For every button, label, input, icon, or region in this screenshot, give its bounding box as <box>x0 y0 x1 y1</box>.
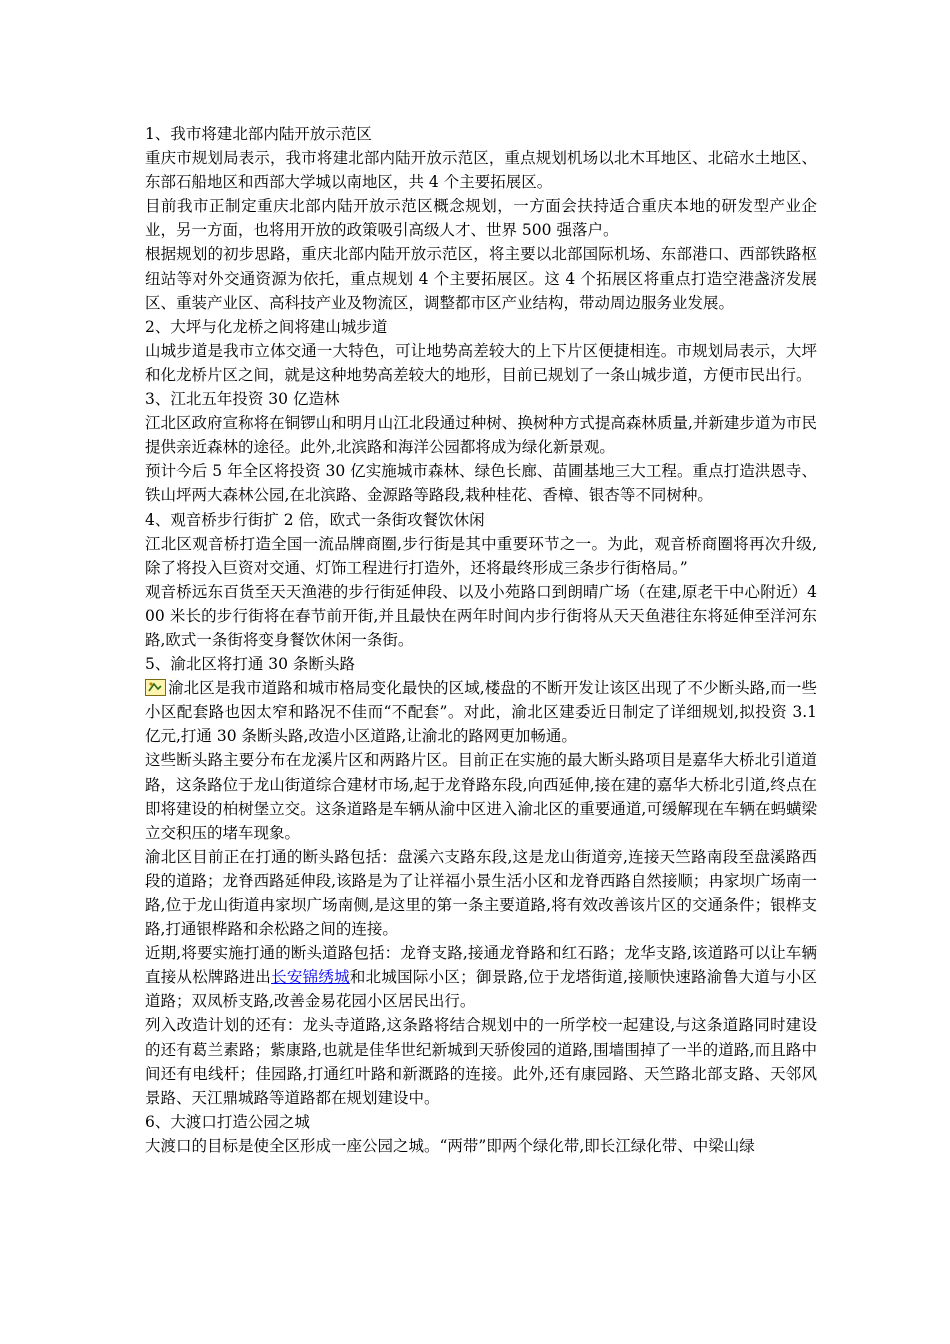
paragraph-text-before-link: 近期,将要实施打通的断头道路包括：龙脊支路,接通龙脊路和红石路；龙华支路,该道路可以让车辆直接从松牌路进出 <box>145 944 817 987</box>
section-heading-5: 5、渝北区将打通 30 条断头路 <box>145 655 355 674</box>
paragraph: 目前我市正制定重庆北部内陆开放示范区概念规划，一方面会扶持适合重庆本地的研发型产业企业，另一方面，也将用开放的政策吸引高级人才、世界 500 强落户。 <box>145 197 817 240</box>
section-heading-3: 3、江北五年投资 30 亿造林 <box>145 390 340 409</box>
section-heading-1: 1、我市将建北部内陆开放示范区 <box>145 125 372 143</box>
paragraph: 这些断头路主要分布在龙溪片区和两路片区。目前正在实施的最大断头路项目是嘉华大桥北引道道路，这条路位于龙山街道综合建材市场,起于龙脊路东段,向西延伸,接在建的嘉华大桥北引道,终点在即将建设的柏树堡立交。这条道路是车辆从渝中区进入渝北区的重要通道,可缓解现在车辆在蚂蟥梁立交积压的堵车现象。 <box>145 751 817 842</box>
section-heading-2: 2、大坪与化龙桥之间将建山城步道 <box>145 317 388 336</box>
changan-jinxiucheng-link[interactable]: 长安锦绣城 <box>271 968 350 987</box>
paragraph: 江北区政府宣称将在铜锣山和明月山江北段通过种树、换树种方式提高森林质量,并新建步道为市民提供亲近森林的途径。此外,北滨路和海洋公园都将成为绿化新景观。 <box>145 414 817 457</box>
paragraph: 观音桥远东百货至天天渔港的步行街延伸段、以及小苑路口到朗晴广场（在建,原老干中心附近）400 米长的步行街将在春节前开街,并且最快在两年时间内步行街将从天天鱼港往东将延伸至洋河东路,欧式一条街将变身餐饮休闲一条街。 <box>145 582 817 649</box>
paragraph: 大渡口的目标是使全区形成一座公园之城。“两带”即两个绿化带,即长江绿化带、中梁山绿 <box>145 1136 755 1155</box>
paragraph-with-icon <box>145 676 817 748</box>
paragraph: 列入改造计划的还有：龙头寺道路,这条路将结合规划中的一所学校一起建设,与这条道路同时建设的还有葛兰素路；紫康路,也就是佳华世纪新城到天骄俊园的道路,围墙围掉了一半的道路,而且路中间还有电线杆；佳园路,打通红叶路和新溉路的连接。此外,还有康园路、天竺路北部支路、天邻风景路、天江鼎城路等道路都在规划建设中。 <box>145 1016 817 1107</box>
paragraph: 江北区观音桥打造全国一流品牌商圈,步行街是其中重要环节之一。为此，观音桥商圈将再次升级,除了将投入巨资对交通、灯饰工程进行打造外，还将最终形成三条步行街格局。” <box>145 534 817 577</box>
paragraph-text-after-link: 和北城国际小区；御景路,位于龙塔街道,接顺快速路渝鲁大道与小区道路；双凤桥支路,改善金易花园小区居民出行。 <box>145 968 817 1011</box>
document-page <box>145 122 817 1158</box>
image-placeholder-icon[interactable] <box>145 679 166 696</box>
section-heading-4: 4、观音桥步行街扩 2 倍，欧式一条街攻餐饮休闲 <box>145 510 485 529</box>
paragraph-with-link <box>145 941 817 1013</box>
paragraph: 预计今后 5 年全区将投资 30 亿实施城市森林、绿色长廊、苗圃基地三大工程。重点打造洪恩寺、铁山坪两大森林公园,在北滨路、金源路等路段,栽种桂花、香樟、银杏等不同树种。 <box>145 462 817 505</box>
paragraph: 渝北区目前正在打通的断头路包括：盘溪六支路东段,这是龙山街道旁,连接天竺路南段至盘溪路西段的道路；龙脊西路延伸段,该路是为了让祥福小景生活小区和龙脊西路自然接顺；冉家坝广场南一路,位于龙山街道冉家坝广场南侧,是这里的第一条主要道路,将有效改善该片区的交通条件；银桦支路,打通银桦路和余松路之间的连接。 <box>145 847 817 939</box>
paragraph: 重庆市规划局表示，我市将建北部内陆开放示范区，重点规划机场以北木耳地区、北碚水土地区、东部石船地区和西部大学城以南地区，共 4 个主要拓展区。 <box>145 149 817 192</box>
section-heading-6: 6、大渡口打造公园之城 <box>145 1112 310 1131</box>
paragraph-text: 渝北区是我市道路和城市格局变化最快的区域,楼盘的不断开发让该区出现了不少断头路,而一些小区配套路也因太窄和路况不佳而“不配套”。对此，渝北区建委近日制定了详细规划,拟投资 3.1 亿元,打通 30 条断头路,改造小区道路,让渝北的路网更加畅通。 <box>145 679 817 746</box>
paragraph: 根据规划的初步思路，重庆北部内陆开放示范区，将主要以北部国际机场、东部港口、西部铁路枢纽站等对外交通资源为依托，重点规划 4 个主要拓展区。这 4 个拓展区将重点打造空港盏济发展区、重装产业区、高科技产业及物流区，调整都市区产业结构，带动周边服务业发展。 <box>145 245 817 312</box>
paragraph: 山城步道是我市立体交通一大特色，可让地势高差较大的上下片区便捷相连。市规划局表示，大坪和化龙桥片区之间，就是这种地势高差较大的地形，目前已规划了一条山城步道，方便市民出行。 <box>145 341 817 384</box>
